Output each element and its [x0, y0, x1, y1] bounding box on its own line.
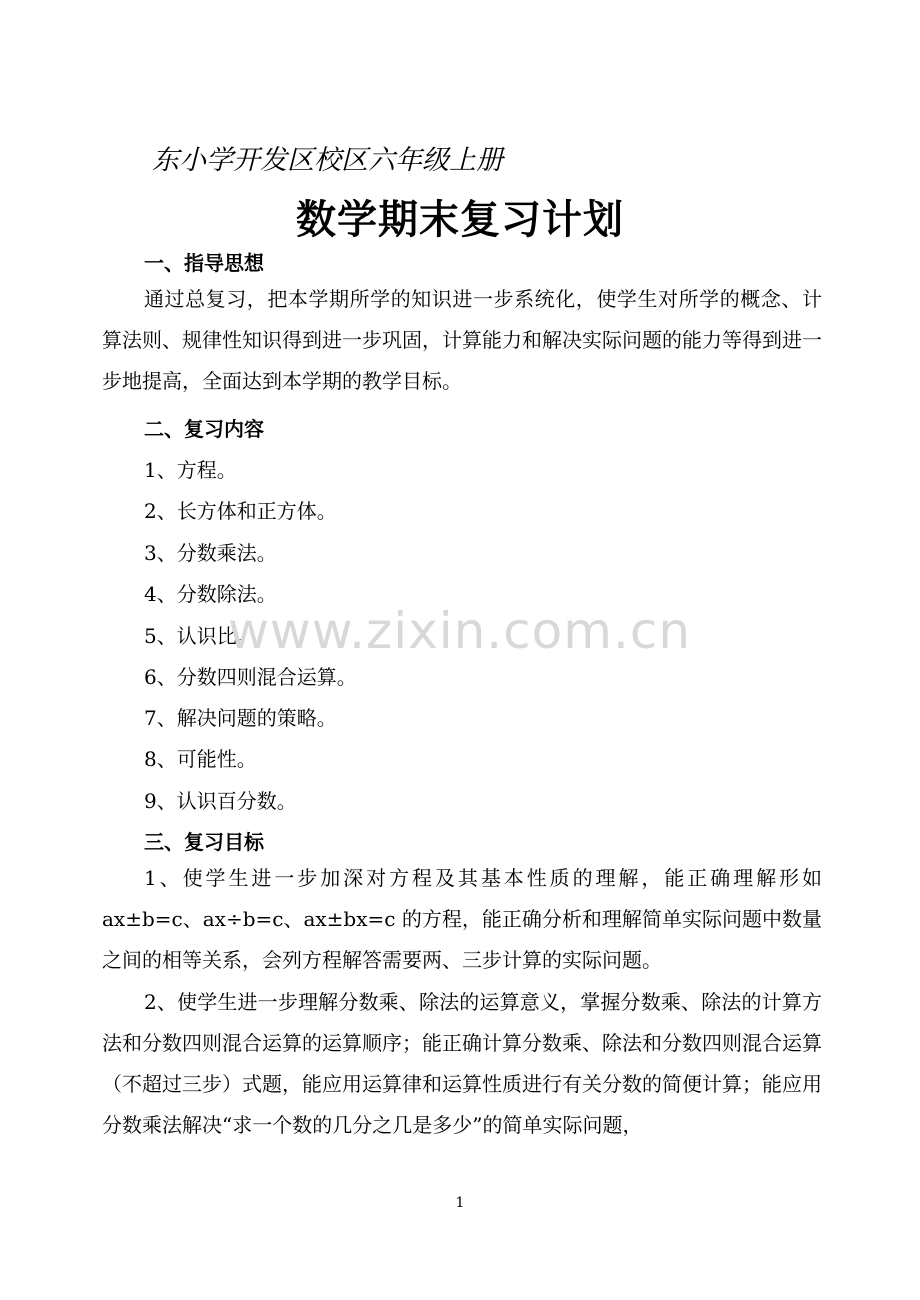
content-item-7: 7、解决问题的策略。: [144, 706, 337, 730]
content-item-1: 1、方程。: [144, 458, 237, 482]
section-heading-guiding: 一、指导思想: [144, 251, 264, 275]
content-item-8: 8、可能性。: [144, 747, 257, 771]
content-item-6: 6、分数四则混合运算。: [144, 665, 357, 689]
document-subtitle: 东小学开发区校区六年级上册: [152, 145, 503, 176]
content-item-5: 5、认识比。: [144, 624, 257, 648]
page-number: 1: [455, 1195, 465, 1211]
document-title: 数学期末复习计划: [296, 197, 624, 243]
watermark: www.zixin.com.cn: [228, 602, 692, 660]
guiding-paragraph: 通过总复习，把本学期所学的知识进一步系统化，使学生对所学的概念、计算法则、规律性知识得到进一步巩固，计算能力和解决实际问题的能力等得到进一步地提高，全面达到本学期的教学目标。: [102, 287, 822, 393]
content-item-9: 9、认识百分数。: [144, 789, 297, 813]
goals-paragraph-2: 2、使学生进一步理解分数乘、除法的运算意义，掌握分数乘、除法的计算方法和分数四则混合运算的运算顺序；能正确计算分数乘、除法和分数四则混合运算（不超过三步）式题，能应用运算律和运算性质进行有关分数的简便计算；能应用分数乘法解决“求一个数的几分之几是多少”的简单实际问题，: [102, 990, 822, 1137]
content-item-4: 4、分数除法。: [144, 582, 277, 606]
content-item-3: 3、分数乘法。: [144, 541, 277, 565]
section-heading-goals: 三、复习目标: [144, 830, 264, 854]
goals-paragraph-1: 1、使学生进一步加深对方程及其基本性质的理解，能正确理解形如 ax±b=c、ax÷b=c、ax±bx=c 的方程，能正确分析和理解简单实际问题中数量之间的相等关系，会列方程解答需要两、三步计算的实际问题。: [102, 866, 822, 972]
content-item-2: 2、长方体和正方体。: [144, 499, 337, 523]
section-heading-content: 二、复习内容: [144, 417, 264, 441]
